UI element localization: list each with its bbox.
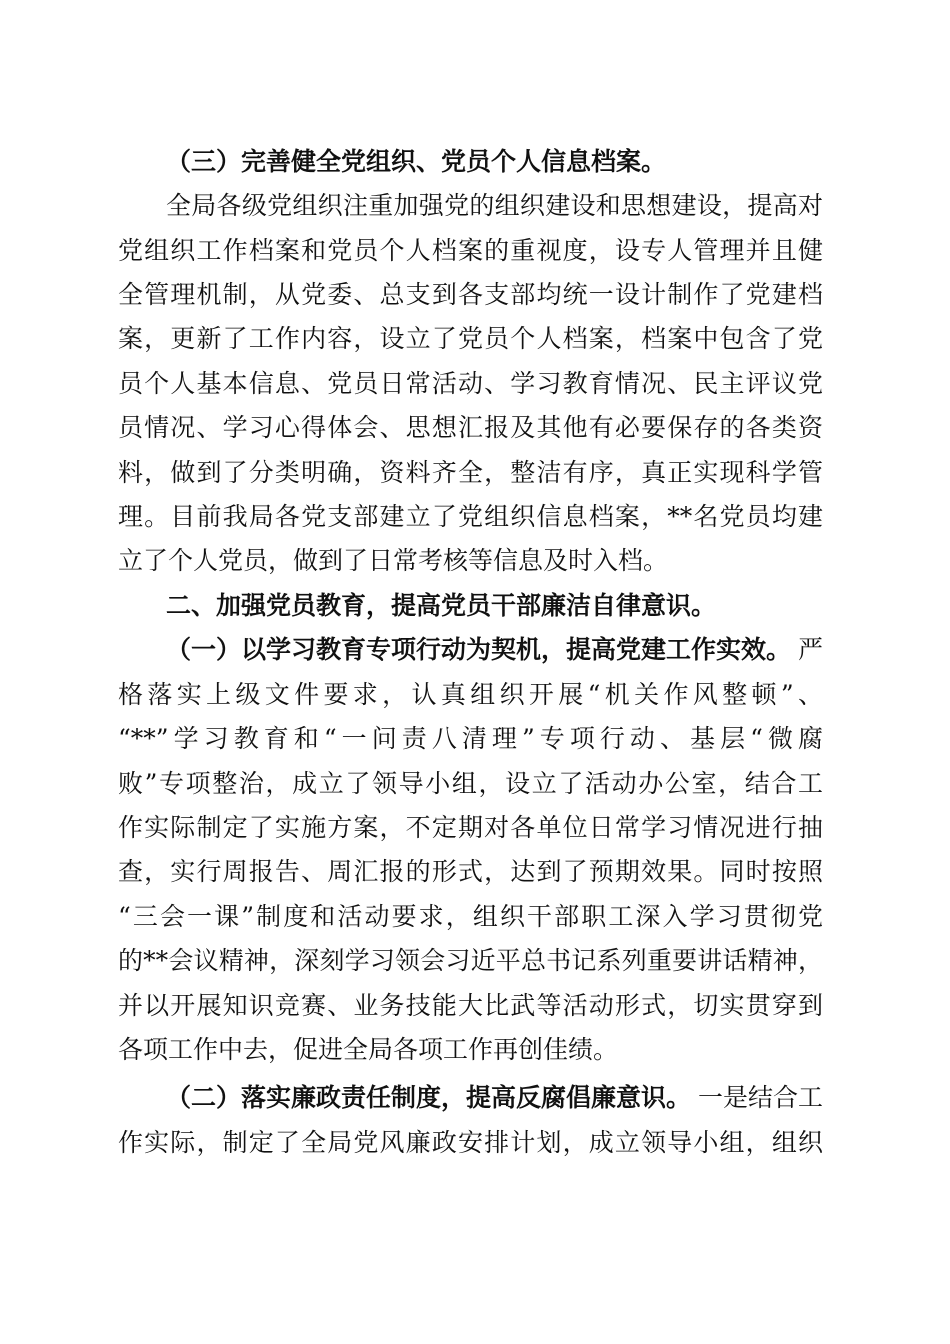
section-3-paragraph-line: 料，做到了分类明确，资料齐全，整洁有序，真正实现科学管 [118, 458, 823, 487]
subsection-1-line: 作实际制定了实施方案，不定期对各单位日常学习情况进行抽 [118, 813, 823, 842]
part-2-heading: 二、加强党员教育，提高党员干部廉洁自律意识。 [166, 591, 717, 620]
subsection-1-line: 各项工作中去，促进全局各项工作再创佳绩。 [118, 1035, 619, 1064]
subsection-1-heading: （一）以学习教育专项行动为契机，提高党建工作实效。 [166, 635, 792, 664]
subsection-1-line: “三会一课”制度和活动要求，组织干部职工深入学习贯彻党 [118, 902, 823, 931]
subsection-1-line: 败”专项整治，成立了领导小组，设立了活动办公室，结合工 [118, 769, 823, 798]
subsection-2-lead: 一是结合工 [697, 1083, 823, 1112]
section-3-paragraph-line: 立了个人党员，做到了日常考核等信息及时入档。 [118, 546, 669, 575]
subsection-1-line: 并以开展知识竞赛、业务技能大比武等活动形式，切实贯穿到 [118, 991, 823, 1020]
section-3-paragraph-line: 党组织工作档案和党员个人档案的重视度，设专人管理并且健 [118, 236, 823, 265]
subsection-1-first-line [166, 632, 823, 668]
subsection-1-line: 的**会议精神，深刻学习领会习近平总书记系列重要讲话精神， [118, 946, 823, 975]
section-3-paragraph-line: 员个人基本信息、党员日常活动、学习教育情况、民主评议党 [118, 369, 823, 398]
subsection-1-line: 查，实行周报告、周汇报的形式，达到了预期效果。同时按照 [118, 857, 823, 886]
subsection-2-heading: （二）落实廉政责任制度，提高反腐倡廉意识。 [166, 1083, 692, 1112]
section-3-heading: （三）完善健全党组织、党员个人信息档案。 [166, 147, 667, 176]
subsection-2-first-line [166, 1080, 823, 1116]
section-3-paragraph-line: 员情况、学习心得体会、思想汇报及其他有必要保存的各类资 [118, 413, 823, 442]
subsection-1-line: 格落实上级文件要求，认真组织开展“机关作风整顿”、 [118, 680, 823, 709]
subsection-2-line: 作实际，制定了全局党风廉政安排计划，成立领导小组，组织 [118, 1128, 823, 1157]
section-3-paragraph-line: 全局各级党组织注重加强党的组织建设和思想建设，提高对 [166, 191, 823, 220]
section-3-paragraph-line: 理。目前我局各党支部建立了党组织信息档案，**名党员均建 [118, 502, 823, 531]
subsection-1-line: “**”学习教育和“一问责八清理”专项行动、基层“微腐 [118, 724, 823, 753]
section-3-paragraph-line: 案，更新了工作内容，设立了党员个人档案，档案中包含了党 [118, 324, 823, 353]
subsection-1-lead: 严 [797, 635, 823, 664]
section-3-paragraph-line: 全管理机制，从党委、总支到各支部均统一设计制作了党建档 [118, 280, 823, 309]
